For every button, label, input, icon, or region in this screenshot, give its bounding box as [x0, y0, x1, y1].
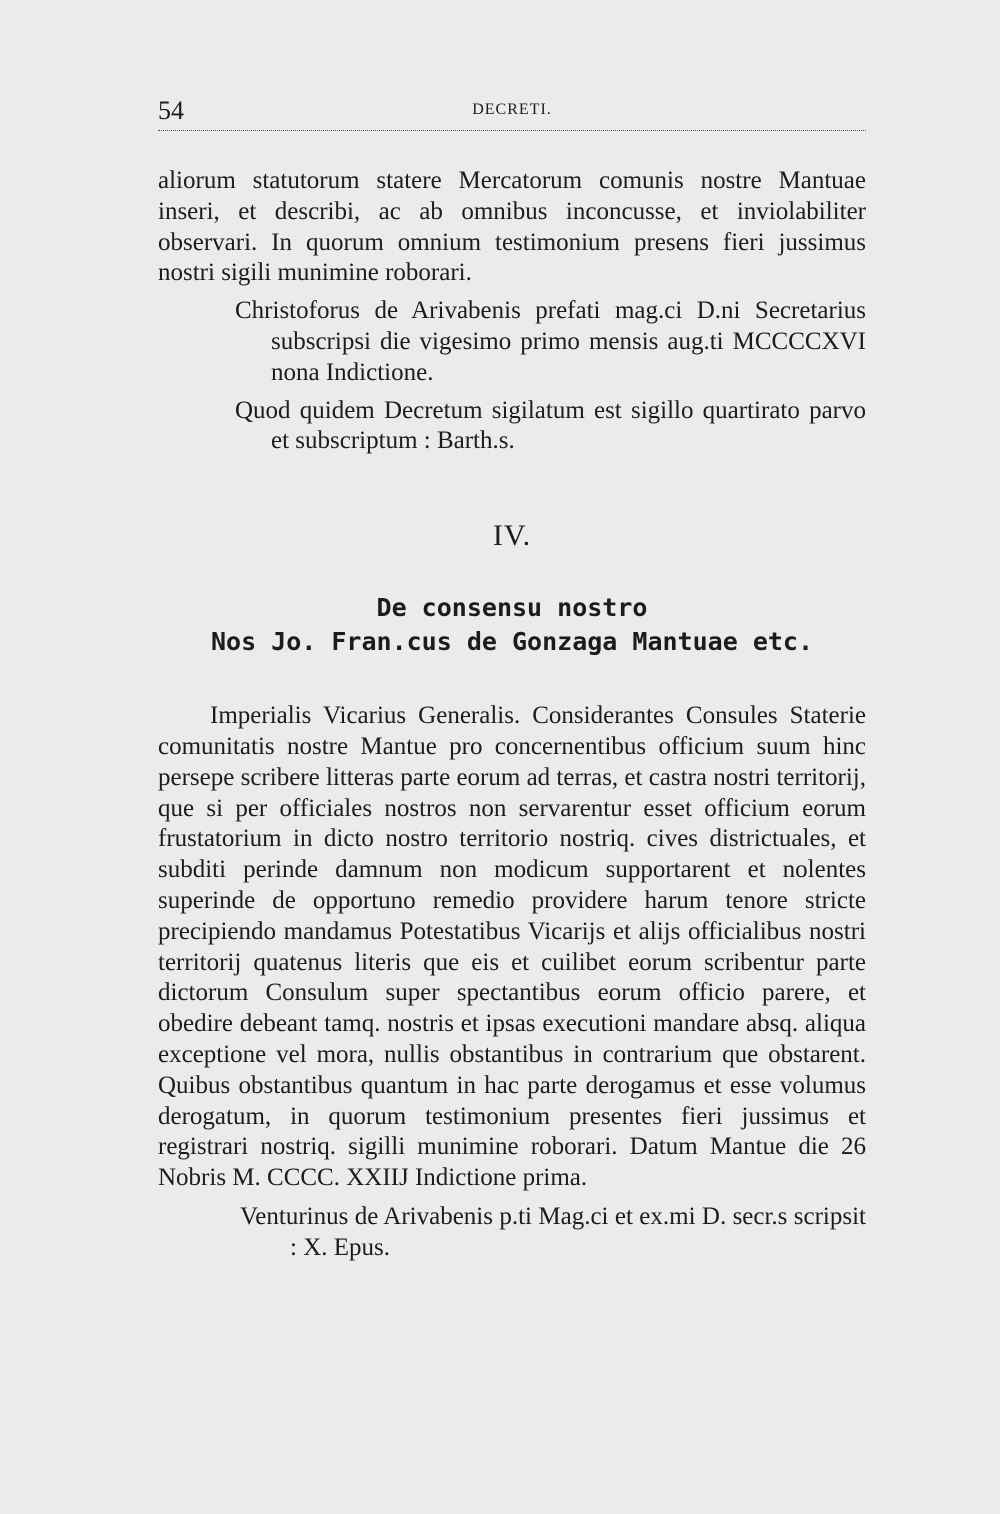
signature-venturinus: Venturinus de Arivabenis p.ti Mag.ci et ex.mi D. secr.s scripsit : X. Epus.: [240, 1202, 866, 1261]
signature-christoforus: Christoforus de Arivabenis prefati mag.ci D.ni Secretarius subscripsi die vigesimo primo mensis aug.ti MCCCCXVI nona Indictione.: [235, 297, 866, 386]
heading-nos-jo: Nos Jo. Fran.cus de Gonzaga Mantuae etc.: [210, 627, 814, 657]
heading-de-consensu: De consensu nostro: [376, 593, 648, 623]
running-head: [158, 96, 866, 132]
text-block: [158, 166, 866, 1289]
seal-note: Quod quidem Decretum sigilatum est sigillo quartirato parvo et subscriptum : Barth.s.: [235, 396, 866, 455]
paragraph-2: Imperialis Vicarius Generalis. Considerantes Consules Staterie comunitatis nostre Mantue pro concernentibus officium suum hinc persepe scribere litteras parte eorum ad terras, et castra nostri territorij, que si per officiales nostros non servarentur esset officium eorum frustatorium in dicto nostro territorio nostriq. cives districtuales, et subditi perinde damnum non modicum supportarent et nolentes superinde de opportuno remedio providere harum tenore stricte precipiendo mandamus Potestatibus Vicarijs et alijs officialibus nostri territorij quatenus literis que eis et cuilibet eorum scribentur parte dictorum Consulum super spectantibus eorum officio parere, et obedire debeant tamq. nostris et ipsas executioni mandare absq. aliqua exceptione vel mora, nullis obstantibus in contrarium que obstarent. Quibus obstantibus quantum in hac parte derogamus et esse volumus derogatum, in quorum testimonium presentes fieri jussimus et registrari nostriq. sigilli munimine roborari. Datum Mantue die 26 Nobris M. CCCC. XXIIJ Indictione prima.: [158, 702, 867, 1192]
running-title: DECRETI.: [472, 101, 552, 118]
dotted-rule: [158, 130, 866, 131]
paragraph-1: aliorum statutorum statere Mercatorum comunis nostre Mantuae inseri, et describi, ac ab omnibus inconcusse, et inviolabiliter observari. In quorum omnium testimonium presens fieri jussimus nostri sigili munimine roborari.: [158, 167, 866, 287]
section-number: IV.: [492, 519, 532, 553]
page-number: 54: [158, 96, 184, 125]
